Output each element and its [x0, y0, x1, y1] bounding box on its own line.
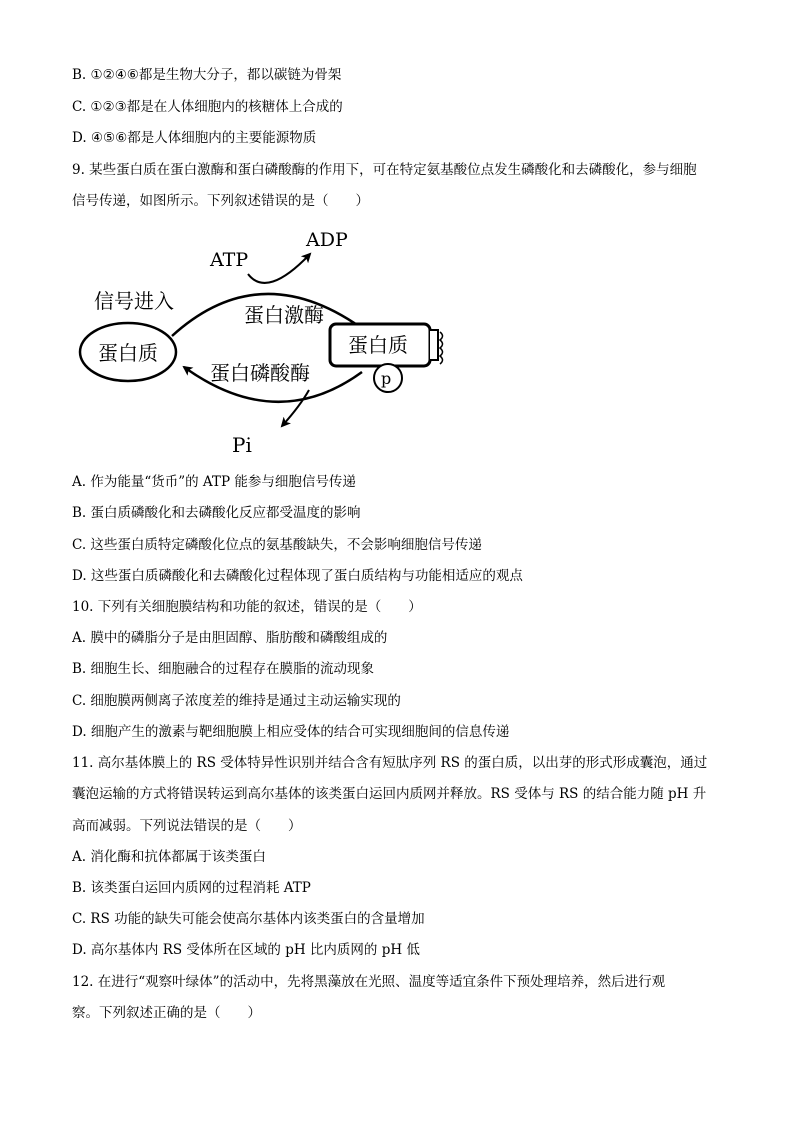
- phosphatase-label: 蛋白磷酸酶: [210, 361, 310, 385]
- question-12-line-1: 12. 在进行“观察叶绿体”的活动中，先将黑藻放在光照、温度等适宜条件下预处理培养，然后进行观: [72, 974, 666, 990]
- option-9b: B. 蛋白质磷酸化和去磷酸化反应都受温度的影响: [72, 505, 361, 521]
- option-9d: D. 这些蛋白质磷酸化和去磷酸化过程体现了蛋白质结构与功能相适应的观点: [72, 568, 523, 584]
- phosphorylation-diagram: [72, 224, 472, 464]
- option-8b: B. ①②④⑥都是生物大分子，都以碳链为骨架: [72, 67, 342, 83]
- question-11-line-1: 11. 高尔基体膜上的 RS 受体特异性识别并结合含有短肽序列 RS 的蛋白质，以出芽的形式形成囊泡，通过: [72, 755, 708, 771]
- option-9c: C. 这些蛋白质特定磷酸化位点的氨基酸缺失，不会影响细胞信号传递: [72, 537, 482, 553]
- option-10d: D. 细胞产生的激素与靶细胞膜上相应受体的结合可实现细胞间的信息传递: [72, 724, 510, 740]
- binding-site-mark: [440, 332, 443, 364]
- option-10c: C. 细胞膜两侧离子浓度差的维持是通过主动运输实现的: [72, 693, 401, 709]
- question-11-line-2: 囊泡运输的方式将错误转运到高尔基体的该类蛋白运回内质网并释放。RS 受体与 RS 的结合能力随 pH 升: [72, 786, 707, 802]
- question-12-line-2: 察。下列叙述正确的是（ ）: [72, 1005, 261, 1021]
- protein-left-label: 蛋白质: [98, 341, 158, 365]
- protein-end-cap: [430, 330, 438, 360]
- option-10a: A. 膜中的磷脂分子是由胆固醇、脂肪酸和磷酸组成的: [72, 630, 388, 646]
- option-11b: B. 该类蛋白运回内质网的过程消耗 ATP: [72, 880, 311, 896]
- atp-label: ATP: [210, 249, 249, 271]
- option-11c: C. RS 功能的缺失可能会使高尔基体内该类蛋白的含量增加: [72, 911, 425, 927]
- atp-adp-arrow: [248, 254, 310, 283]
- option-11a: A. 消化酶和抗体都属于该类蛋白: [72, 849, 266, 865]
- question-9-line-2: 信号传递，如图所示。下列叙述错误的是（ ）: [72, 193, 369, 209]
- signal-in-label: 信号进入: [94, 289, 174, 313]
- phosphate-label: p: [381, 369, 392, 388]
- option-11d: D. 高尔基体内 RS 受体所在区域的 pH 比内质网的 pH 低: [72, 942, 420, 958]
- question-11-line-3: 高而减弱。下列说法错误的是（ ）: [72, 818, 302, 834]
- question-10: 10. 下列有关细胞膜结构和功能的叙述，错误的是（ ）: [72, 599, 422, 615]
- protein-right-label: 蛋白质: [348, 333, 408, 357]
- pi-arrow: [282, 390, 309, 426]
- option-9a: A. 作为能量“货币”的 ATP 能参与细胞信号传递: [72, 474, 356, 490]
- option-8d: D. ④⑤⑥都是人体细胞内的主要能源物质: [72, 130, 317, 146]
- pi-label: Pi: [232, 433, 252, 457]
- question-9-line-1: 9. 某些蛋白质在蛋白激酶和蛋白磷酸酶的作用下，可在特定氨基酸位点发生磷酸化和去磷酸化，参与细胞: [72, 162, 697, 178]
- adp-label: ADP: [306, 229, 348, 251]
- kinase-label: 蛋白激酶: [244, 303, 324, 327]
- option-8c: C. ①②③都是在人体细胞内的核糖体上合成的: [72, 99, 343, 115]
- option-10b: B. 细胞生长、细胞融合的过程存在膜脂的流动现象: [72, 661, 375, 677]
